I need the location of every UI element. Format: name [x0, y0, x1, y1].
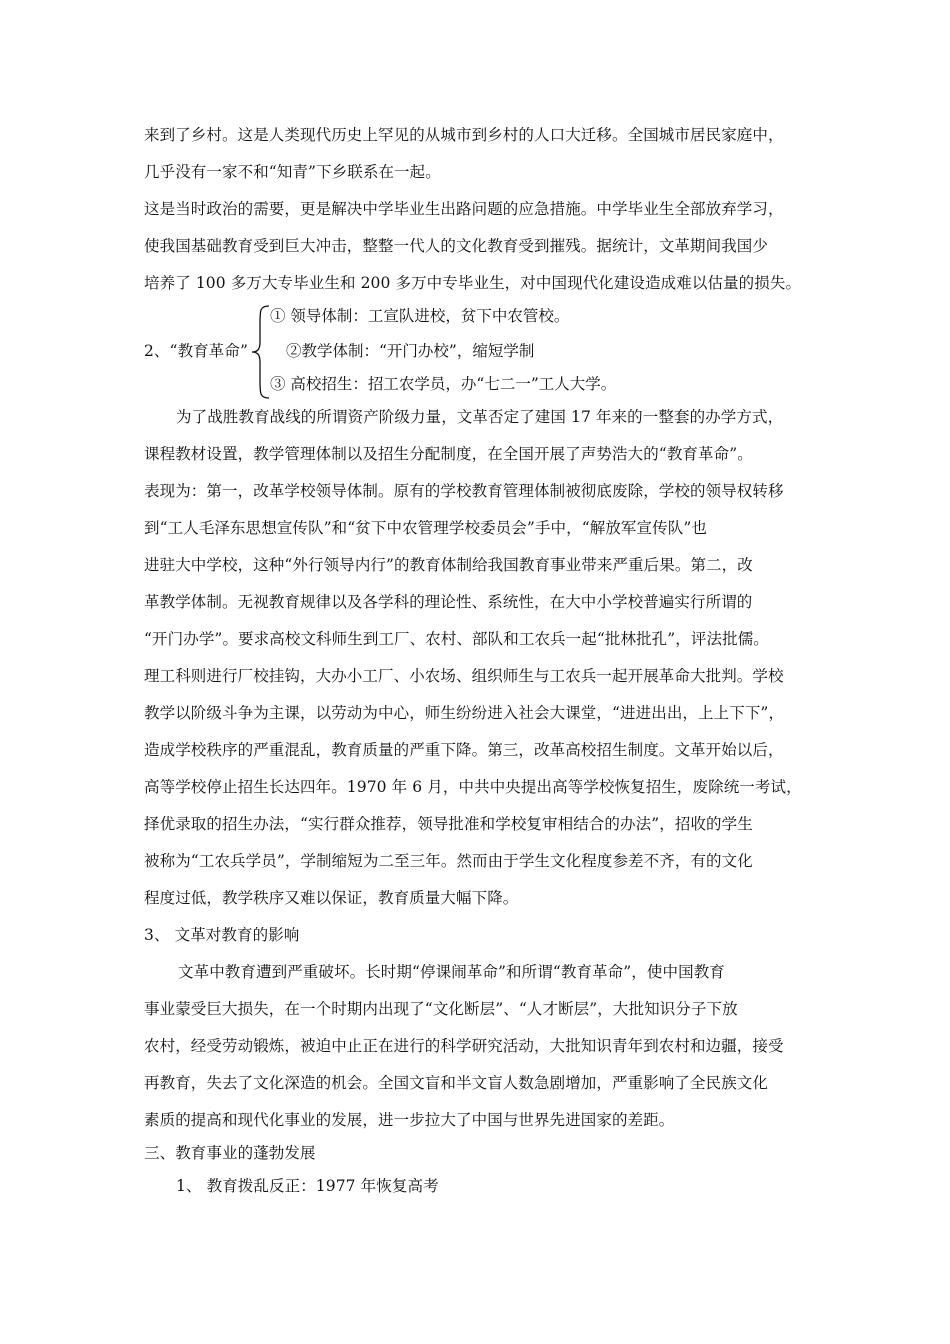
list-item-leadership: ① 领导体制：工宣队进校，贫下中农管校。 — [270, 307, 570, 325]
text-line: 被称为“工农兵学员”，学制缩短为二至三年。然而由于学生文化程度参差不齐，有的文化 — [144, 852, 753, 870]
text-line: 来到了乡村。这是人类现代历史上罕见的从城市到乡村的人口大迁移。全国城市居民家庭中， — [144, 126, 784, 144]
section-heading: 2、“教育革命” — [144, 342, 249, 360]
text-line: “开门办学”。要求高校文科师生到工厂、农村、部队和工农兵一起“批林批孔”，评法批儒。 — [144, 630, 769, 648]
numbered-item: 1、 教育拨乱反正：1977 年恢复高考 — [176, 1177, 439, 1195]
text-line: 进驻大中学校，这种“外行领导内行”的教育体制给我国教育事业带来严重后果。第二，改 — [144, 556, 753, 574]
text-line: 使我国基础教育受到巨大冲击，整整一代人的文化教育受到摧残。据统计，文革期间我国少 — [144, 237, 769, 255]
text-line: 农村，经受劳动锻炼，被迫中止正在进行的科学研究活动，大批知识青年到农村和边疆，接受 — [144, 1037, 784, 1055]
text-line: 这是当时政治的需要，更是解决中学毕业生出路问题的应急措施。中学毕业生全部放弃学习， — [144, 200, 784, 218]
text-line: 到“工人毛泽东思想宣传队”和“贫下中农管理学校委员会”手中，“解放军宣传队”也 — [144, 519, 707, 537]
list-item-teaching: ②教学体制：“开门办校”，缩短学制 — [286, 342, 535, 360]
text-line: 素质的提高和现代化事业的发展，进一步拉大了中国与世界先进国家的差距。 — [144, 1111, 675, 1129]
text-line: 再教育，失去了文化深造的机会。全国文盲和半文盲人数急剧增加，严重影响了全民族文化 — [144, 1074, 769, 1092]
text-line: 课程教材设置，教学管理体制以及招生分配制度，在全国开展了声势浩大的“教育革命”。 — [144, 445, 753, 463]
text-line: 造成学校秩序的严重混乱，教育质量的严重下降。第三，改革高校招生制度。文革开始以后， — [144, 741, 784, 759]
text-line: 为了战胜教育战线的所谓资产阶级力量，文革否定了建国 17 年来的一整套的办学方式， — [176, 408, 784, 426]
text-line: 表现为：第一，改革学校领导体制。原有的学校教育管理体制被彻底废除，学校的领导权转移 — [144, 482, 784, 500]
section-heading: 3、 文革对教育的影响 — [144, 926, 300, 944]
text-line: 程度过低，教学秩序又难以保证，教育质量大幅下降。 — [144, 889, 519, 907]
list-item-admission: ③ 高校招生：招工农学员，办“七二一”工人大学。 — [270, 375, 617, 393]
text-line: 理工科则进行厂校挂钩，大办小工厂、小农场、组织师生与工农兵一起开展革命大批判。学校 — [144, 667, 784, 685]
text-line: 几乎没有一家不和“知青”下乡联系在一起。 — [144, 163, 441, 181]
text-line: 革教学体制。无视教育规律以及各学科的理论性、系统性，在大中小学校普遍实行所谓的 — [144, 593, 753, 611]
text-line: 事业蒙受巨大损失，在一个时期内出现了“文化断层”、“人才断层”，大批知识分子下放 — [144, 1000, 738, 1018]
part-heading: 三、教育事业的蓬勃发展 — [144, 1144, 316, 1162]
text-line: 择优录取的招生办法，“实行群众推荐，领导批准和学校复审相结合的办法”，招收的学生 — [144, 815, 753, 833]
text-line: 培养了 100 多万大专毕业生和 200 多万中专毕业生，对中国现代化建设造成难以估量的损失。 — [144, 274, 802, 292]
text-line: 教学以阶级斗争为主课，以劳动为中心，师生纷纷进入社会大课堂，“进进出出，上上下下”， — [144, 704, 785, 722]
text-line: 文革中教育遭到严重破坏。长时期“停课闹革命”和所谓“教育革命”，使中国教育 — [178, 963, 725, 981]
text-line: 高等学校停止招生长达四年。1970 年 6 月，中共中央提出高等学校恢复招生，废除统一考试， — [144, 778, 802, 796]
